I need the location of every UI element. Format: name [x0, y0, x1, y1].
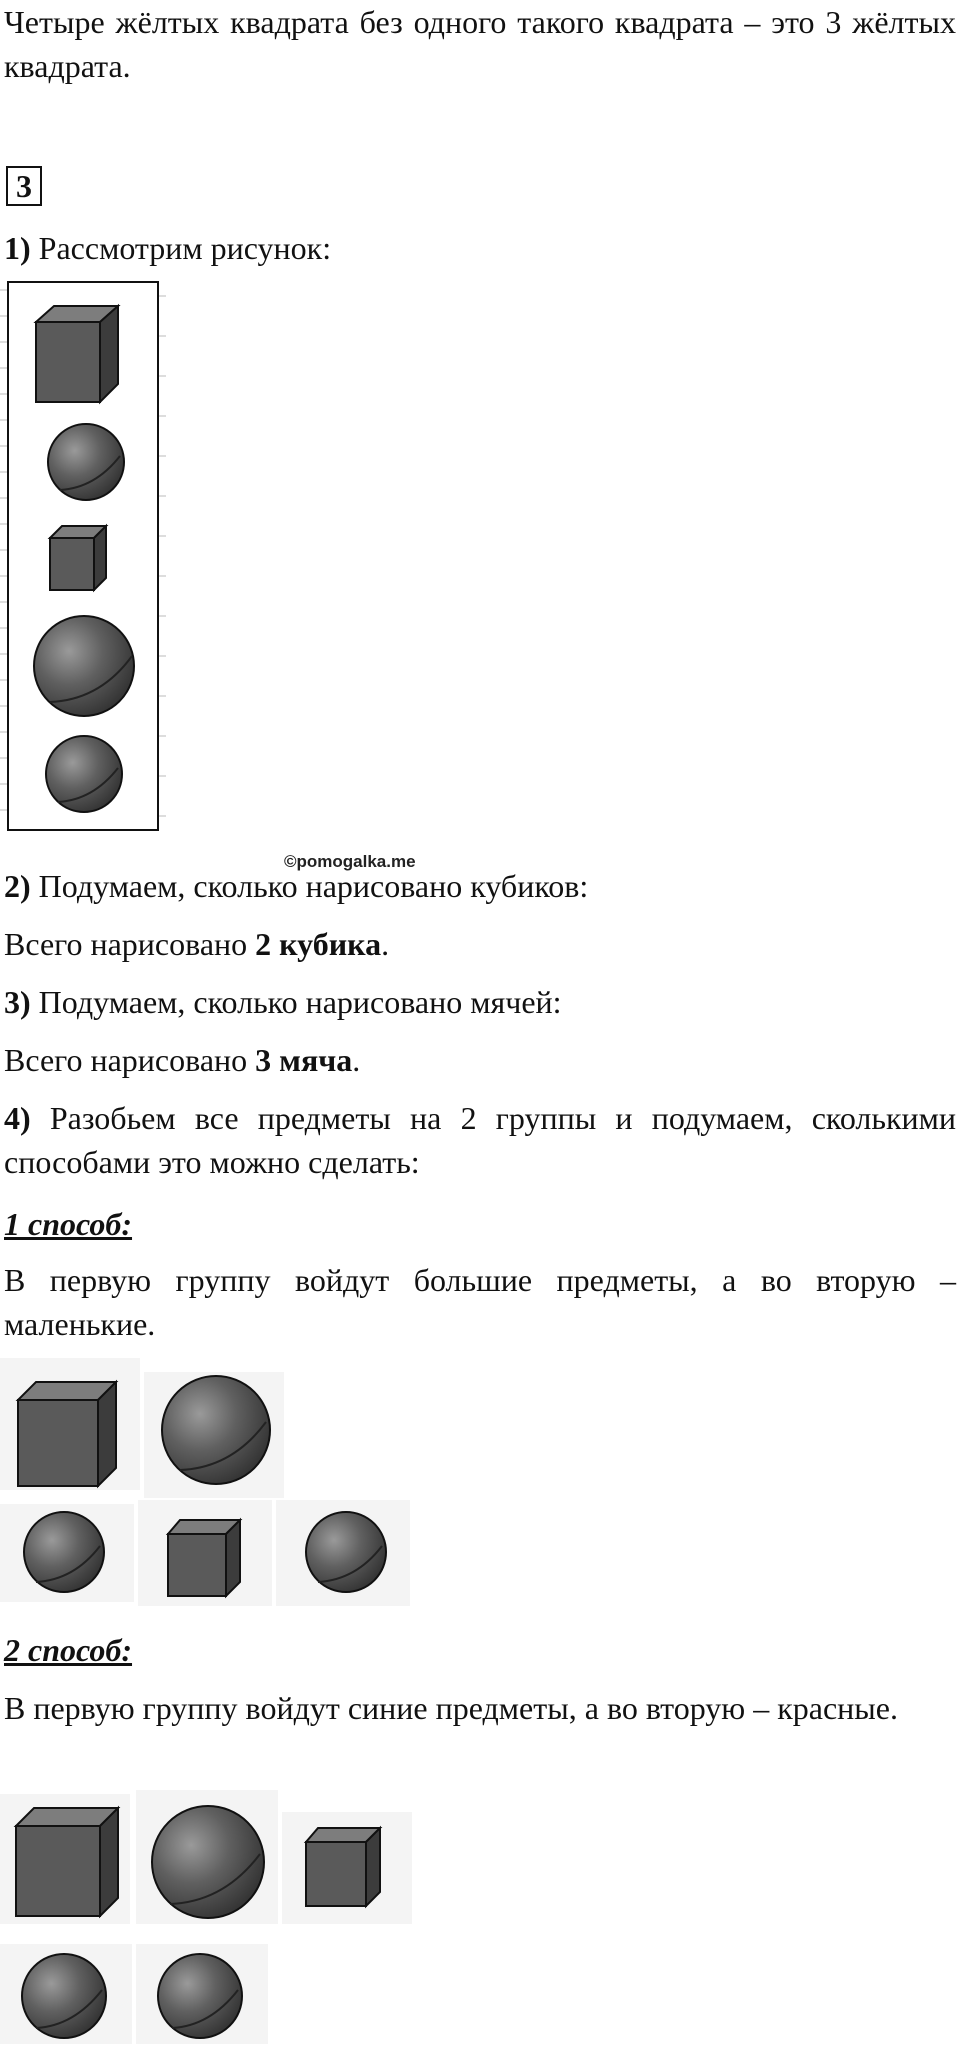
- step-3-number: 3): [4, 984, 31, 1020]
- step-2-number: 2): [4, 868, 31, 904]
- balls-count-suffix: .: [352, 1042, 361, 1078]
- group2-small-cube: [306, 1828, 380, 1906]
- cubes-count-value: 2 кубика: [255, 926, 382, 962]
- group1-small-cube: [168, 1520, 240, 1596]
- step-1: [4, 226, 956, 270]
- way-1-title: 1 способ:: [4, 1206, 133, 1242]
- cubes-count: [4, 922, 956, 966]
- group1-small-ball-2: [306, 1512, 386, 1592]
- cubes-count-suffix: .: [381, 926, 390, 962]
- balls-count: [4, 1038, 956, 1082]
- step-2-text: Подумаем, сколько нарисовано кубиков:: [30, 868, 589, 904]
- way-1-group-big: [0, 1358, 300, 1498]
- step-4-text: Разобьем все предметы на 2 группы и подумаем, сколькими способами это можно сделать:: [4, 1100, 956, 1180]
- way-1-text: В первую группу войдут большие предметы, а во вторую – маленькие.: [4, 1262, 956, 1342]
- way-2-group-blue: [0, 1790, 420, 1930]
- watermark: ©pomogalka.me: [284, 852, 416, 871]
- big-cube: [36, 306, 118, 402]
- step-4-number: 4): [4, 1100, 31, 1136]
- step-1-text: Рассмотрим рисунок:: [30, 230, 332, 266]
- step-2: [4, 864, 956, 908]
- cubes-count-prefix: Всего нарисовано: [4, 926, 256, 962]
- way-1-group-small: [0, 1500, 420, 1610]
- ball-3: [46, 736, 122, 812]
- group2-ball-2: [158, 1954, 242, 2038]
- step-3: [4, 980, 956, 1024]
- balls-count-prefix: Всего нарисовано: [4, 1042, 256, 1078]
- task-number-box: 3: [6, 166, 42, 206]
- way-2-text: В первую группу войдут синие предметы, а во вторую – красные.: [4, 1690, 898, 1726]
- group2-big-ball: [152, 1806, 264, 1918]
- small-cube: [50, 526, 106, 590]
- group2-ball-1: [22, 1954, 106, 2038]
- ball-2: [34, 616, 134, 716]
- ball-1: [48, 424, 124, 500]
- step-4: [4, 1096, 956, 1184]
- way-2-title: 2 способ:: [4, 1632, 133, 1668]
- group1-big-cube: [18, 1382, 116, 1486]
- balls-count-value: 3 мяча: [255, 1042, 353, 1078]
- step-1-number: 1): [4, 230, 31, 266]
- group1-big-ball: [162, 1376, 270, 1484]
- intro-text: Четыре жёлтых квадрата без одного такого квадрата – это 3 жёлтых квадрата.: [4, 4, 956, 84]
- step-3-text: Подумаем, сколько нарисовано мячей:: [30, 984, 562, 1020]
- way-2-group-red: [0, 1940, 280, 2048]
- group2-big-cube: [16, 1808, 118, 1916]
- objects-figure: [0, 276, 170, 836]
- group1-small-ball-1: [24, 1512, 104, 1592]
